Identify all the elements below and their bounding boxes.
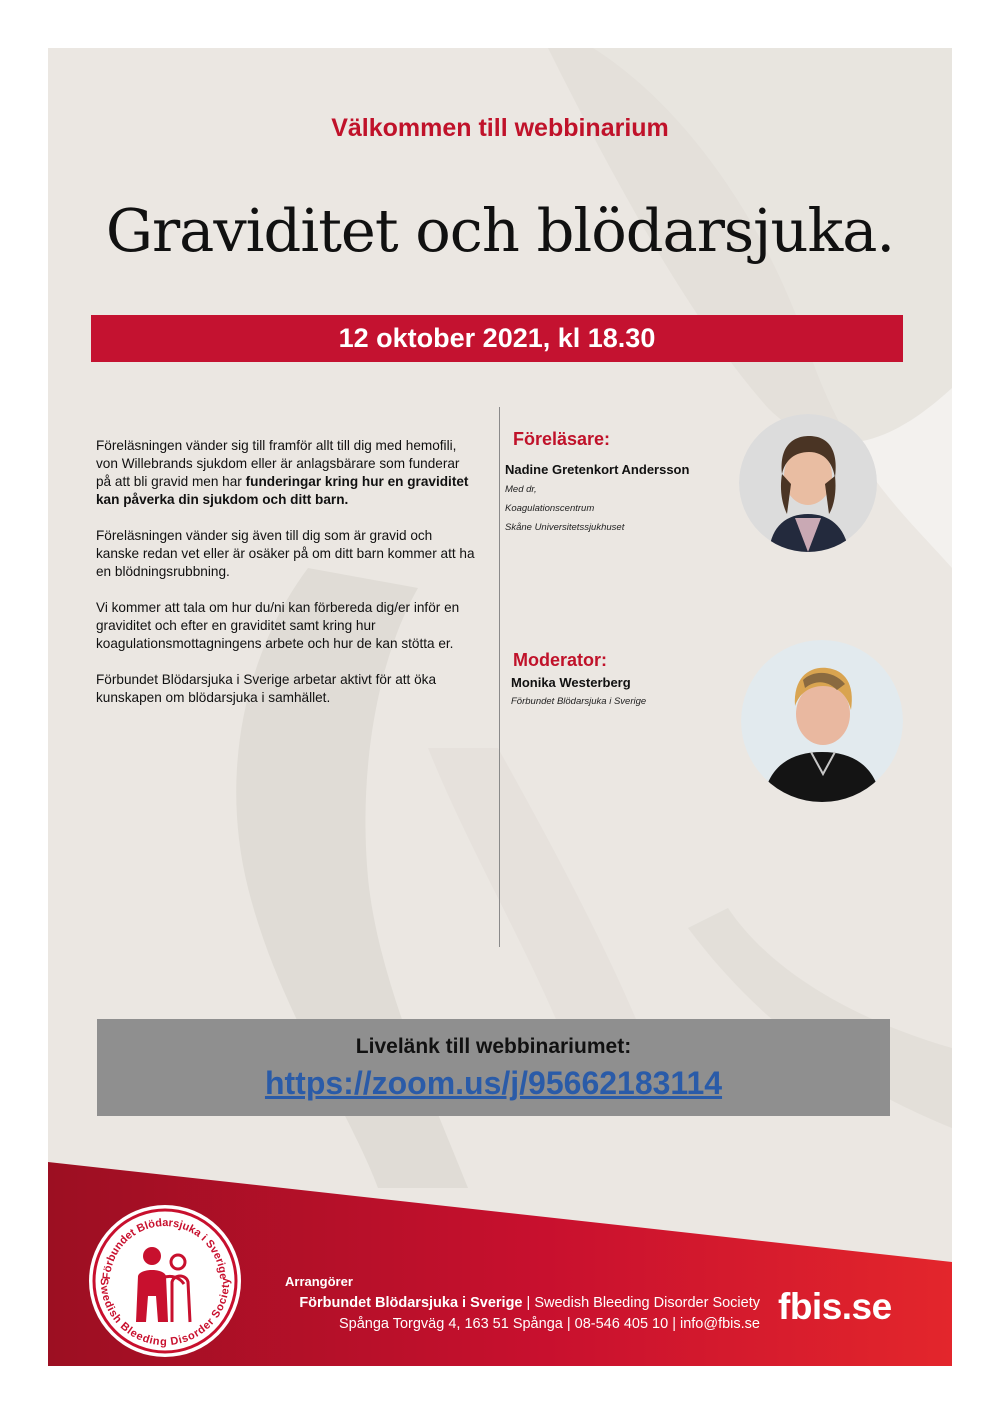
page-title: Graviditet och blödarsjuka. — [105, 196, 895, 265]
speaker-photo — [739, 414, 877, 552]
intro-paragraph-4: Förbundet Blödarsjuka i Sverige arbetar aktivt för att öka kunskapen om blödarsjuka i samhället. — [96, 672, 437, 705]
site-name: fbis.se — [778, 1286, 892, 1327]
speaker-description — [505, 480, 624, 537]
moderator-photo — [741, 640, 903, 802]
welcome-heading: Välkommen till webbinarium — [331, 114, 669, 142]
speaker-name: Nadine Gretenkort Andersson — [505, 462, 690, 477]
poster — [48, 48, 952, 1366]
intro-text — [96, 437, 476, 725]
zoom-link[interactable]: https://zoom.us/j/95662183114 — [264, 1065, 723, 1101]
speaker-desc-line-3: Skåne Universitetssjukhuset — [505, 522, 625, 533]
moderator-description: Förbundet Blödarsjuka i Sverige — [511, 696, 647, 707]
intro-paragraph-2: Föreläsningen vänder sig även till dig som är gravid och kanske redan vet eller är osäker på om ditt barn kommer att ha en blödningsrubbning. — [96, 528, 475, 579]
column-divider — [499, 407, 500, 947]
intro-paragraph-1-bold: funderingar kring hur en graviditet kan påverka din sjukdom och ditt barn. — [96, 474, 469, 507]
intro-paragraph-3: Vi kommer att tala om hur du/ni kan förbereda dig/er inför en graviditet och efter en graviditet samt kring hur koagulationsmottagningens arbete och hur de kan stötta er. — [96, 600, 460, 651]
date-banner: 12 oktober 2021, kl 18.30 — [91, 315, 903, 362]
fbis-logo — [88, 1204, 242, 1358]
moderator-role: Moderator: — [513, 650, 607, 670]
logo-text-bottom: Swedish Bleeding Disorder Society — [97, 1277, 233, 1349]
organizers-label: Arrangörer — [285, 1274, 353, 1289]
organizer-line — [208, 1295, 760, 1311]
moderator-name: Monika Westerberg — [511, 675, 631, 690]
livelink-label: Livelänk till webbinariumet: — [355, 1035, 632, 1058]
organizer-separator: | — [522, 1295, 535, 1311]
organizer-name-en: Swedish Bleeding Disorder Society — [534, 1295, 760, 1311]
organizer-name: Förbundet Blödarsjuka i Sverige — [299, 1295, 523, 1311]
intro-paragraph-1-plain: Föreläsningen vänder sig till framför allt till dig med hemofili, von Willebrands sjukdom eller är anlagsbärare som funderar på att bli gravid men har — [96, 438, 460, 489]
speaker-desc-line-1: Med dr, — [505, 484, 537, 495]
intro-paragraph-1 — [96, 437, 476, 509]
logo-text-top: Förbundet Blödarsjuka i Sverige — [100, 1217, 230, 1280]
speaker-role: Föreläsare: — [513, 429, 611, 449]
organizer-address: Spånga Torgväg 4, 163 51 Spånga | 08-546 405 10 | info@fbis.se — [338, 1316, 760, 1332]
speaker-desc-line-2: Koagulationscentrum — [505, 503, 595, 514]
livelink-box — [97, 1019, 890, 1116]
